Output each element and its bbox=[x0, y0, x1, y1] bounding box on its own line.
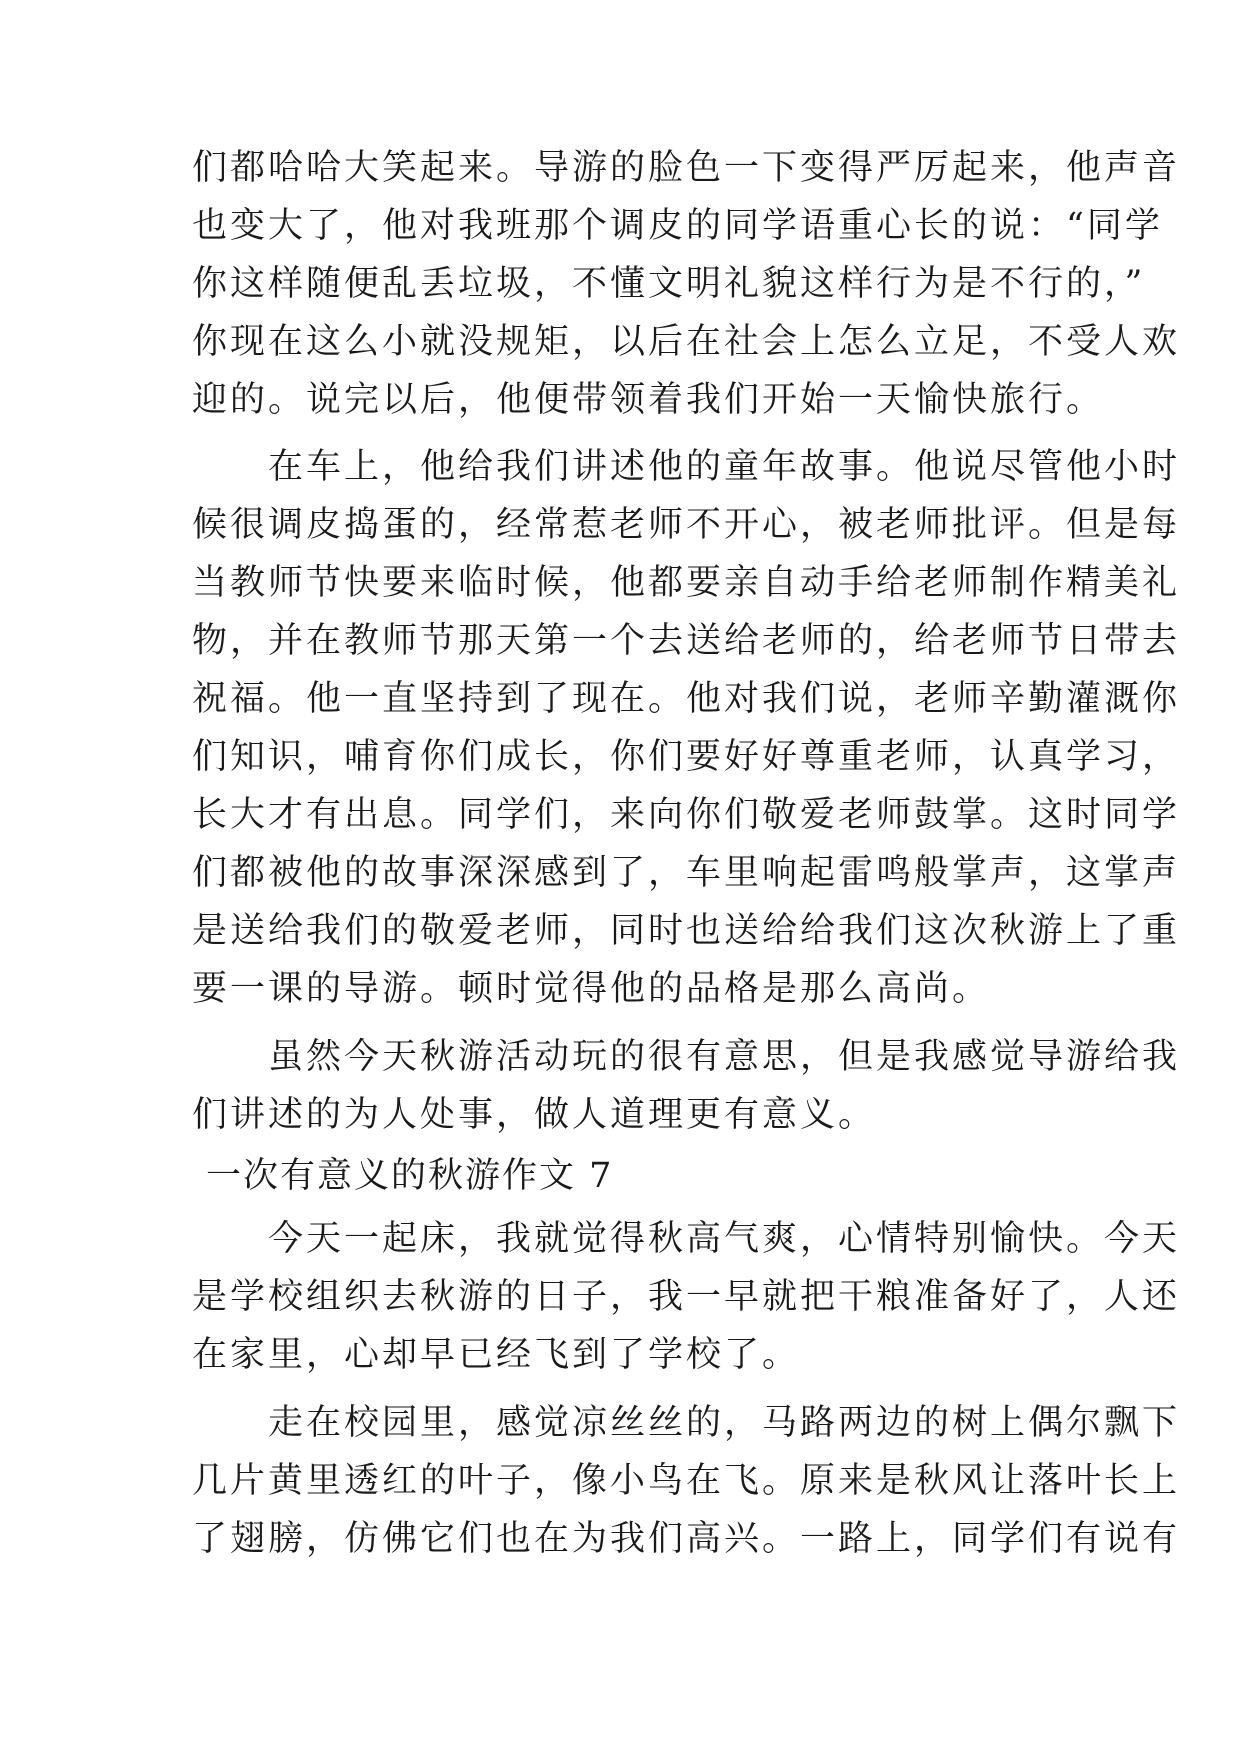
text-line: 你现在这么小就没规矩，以后在社会上怎么立足，不受人欢 bbox=[192, 322, 1181, 362]
text-line: 了翅膀，仿佛它们也在为我们高兴。一路上，同学们有说有 bbox=[192, 1519, 1181, 1559]
text-line: 们讲述的为人处事，做人道理更有意义。 bbox=[192, 1095, 877, 1135]
text-line: 是学校组织去秋游的日子，我一早就把干粮准备好了，人还 bbox=[192, 1277, 1181, 1317]
section-heading: 一次有意义的秋游作文 7 bbox=[206, 1156, 614, 1196]
text-line: 长大才有出息。同学们，来向你们敬爱老师鼓掌。这时同学 bbox=[192, 795, 1181, 835]
paragraph-first-line: 虽然今天秋游活动玩的很有意思，但是我感觉导游给我 bbox=[192, 1037, 1181, 1077]
text-line: 们都哈哈大笑起来。导游的脸色一下变得严厉起来，他声音 bbox=[192, 148, 1181, 188]
text-line: 也变大了，他对我班那个调皮的同学语重心长的说：“同学 bbox=[192, 206, 1163, 246]
text-line: 是送给我们的敬爱老师，同时也送给给我们这次秋游上了重 bbox=[192, 911, 1181, 951]
text-line: 几片黄里透红的叶子，像小鸟在飞。原来是秋风让落叶长上 bbox=[192, 1461, 1181, 1501]
text-line: 迎的。说完以后，他便带领着我们开始一天愉快旅行。 bbox=[192, 380, 1105, 420]
text-line: 你这样随便乱丢垃圾，不懂文明礼貌这样行为是不行的，” bbox=[192, 264, 1146, 304]
text-line: 物，并在教师节那天第一个去送给老师的，给老师节日带去 bbox=[192, 621, 1181, 661]
text-line: 们都被他的故事深深感到了，车里响起雷鸣般掌声，这掌声 bbox=[192, 853, 1181, 893]
text-line: 在家里，心却早已经飞到了学校了。 bbox=[192, 1335, 801, 1375]
text-line: 要一课的导游。顿时觉得他的品格是那么高尚。 bbox=[192, 969, 991, 1009]
paragraph-first-line: 在车上，他给我们讲述他的童年故事。他说尽管他小时 bbox=[192, 447, 1181, 487]
text-line: 们知识，哺育你们成长，你们要好好尊重老师，认真学习， bbox=[192, 737, 1181, 777]
text-line: 候很调皮捣蛋的，经常惹老师不开心，被老师批评。但是每 bbox=[192, 505, 1181, 545]
text-line: 当教师节快要来临时候，他都要亲自动手给老师制作精美礼 bbox=[192, 563, 1181, 603]
text-line: 祝福。他一直坚持到了现在。他对我们说，老师辛勤灌溉你 bbox=[192, 679, 1181, 719]
paragraph-first-line: 今天一起床，我就觉得秋高气爽，心情特别愉快。今天 bbox=[192, 1219, 1181, 1259]
paragraph-first-line: 走在校园里，感觉凉丝丝的，马路两边的树上偶尔飘下 bbox=[192, 1403, 1181, 1443]
